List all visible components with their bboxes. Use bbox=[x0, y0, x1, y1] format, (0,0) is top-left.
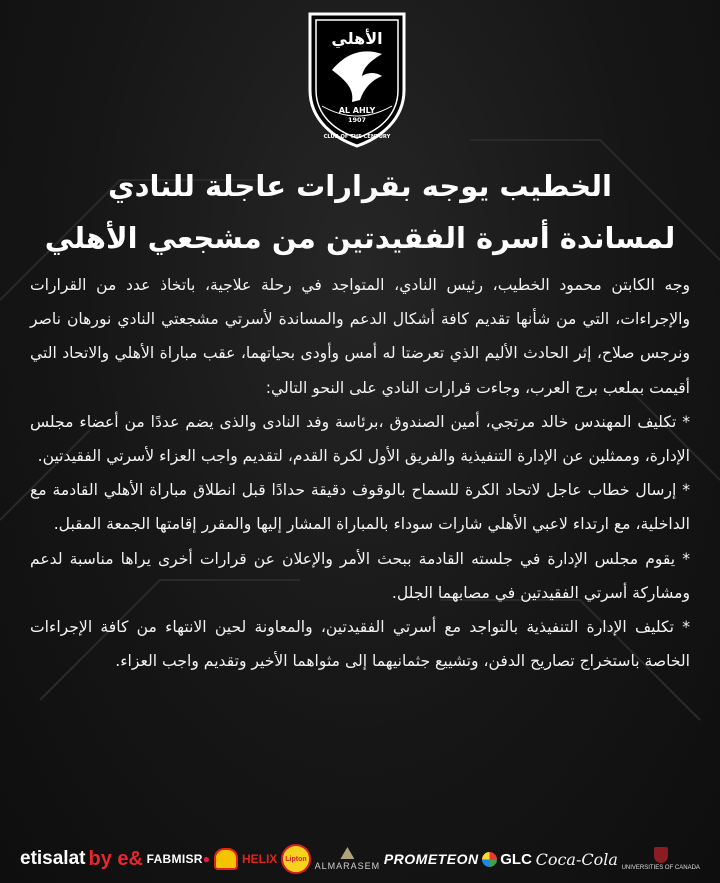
sponsor-bar bbox=[0, 835, 720, 883]
almarasem-wordmark: ALMARASEM bbox=[314, 861, 381, 871]
logo-year: 1907 bbox=[347, 116, 367, 124]
prometeon-wordmark: PROMETEON bbox=[383, 851, 479, 867]
sponsor-glc bbox=[482, 851, 532, 868]
sponsor-lipton bbox=[281, 844, 311, 874]
etisalat-e-mark: by e& bbox=[88, 847, 143, 870]
decision-item-1: * تكليف المهندس خالد مرتجي، أمين الصندوق ،برئاسة وفد النادى والذى يضم عددًا من أعضاء مجلس الإدارة، وممثلين عن الإدارة التنفيذية والفريق الأول لكرة القدم، لتقديم واجب العزاء لأسرتي الفقيدتين. bbox=[30, 412, 690, 466]
sponsor-coca-cola bbox=[536, 850, 618, 869]
crest-icon bbox=[654, 847, 668, 863]
sponsor-fabmisr bbox=[147, 852, 211, 866]
headline-line-2: لمساندة أسرة الفقيدتين من مشجعي الأهلي bbox=[44, 221, 676, 255]
decision-item-2: * إرسال خطاب عاجل لاتحاد الكرة للسماح بالوقوف دقيقة حدادًا قبل انطلاق مباراة الأهلي القادمة مع الداخلية، مع ارتداء لاعبي الأهلي شارات سوداء بالمباراة المشار إليها والمقرر إقامتها الجمعة المقبل. bbox=[30, 481, 690, 534]
lipton-badge: Lipton bbox=[281, 844, 311, 874]
logo-name: AL AHLY bbox=[338, 106, 376, 115]
decision-item-4: * تكليف الإدارة التنفيذية بالتواجد مع أسرتي الفقيدتين، والمعاونة لحين الانتهاء من كافة الإجراءات الخاصة باستخراج تصاريح الدفن، وتشييع جثمانيهما إلى مثواهما الأخير وتقديم واجب العزاء. bbox=[30, 618, 690, 671]
article-intro: وجه الكابتن محمود الخطيب، رئيس النادي، المتواجد في رحلة علاجية، باتخاذ عدد من القرارات والإجراءات، التي من شأنها تقديم كافة أشكال الدعم والمساندة لأسرتي مشجعتي النادي نورهان ناصر ونرجس صلاح، إثر الحادث الأليم الذي تعرضتا له أمس وأودى بحياتهما، عقب مباراة الأهلي والاتحاد التي أقيمت بملعب برج العرب، وجاءت قرارات النادي على النحو التالي: bbox=[30, 276, 690, 397]
fabmisr-wordmark: FABMISR bbox=[146, 852, 203, 866]
sponsor-prometeon bbox=[384, 851, 479, 867]
logo-arabic: الأهلي bbox=[331, 29, 383, 48]
shell-icon bbox=[214, 848, 238, 870]
helix-wordmark: HELIX bbox=[241, 852, 278, 866]
canada-wordmark: UNIVERSITIES OF CANADA bbox=[621, 864, 700, 871]
decision-item-3: * يقوم مجلس الإدارة في جلسته القادمة ببحث الأمر والإعلان عن قرارات أخرى يراها مناسبة لدعم ومشاركة أسرتي الفقيدتين في مصابهما الجلل. bbox=[30, 549, 690, 602]
fabmisr-dot-icon: ● bbox=[202, 852, 211, 866]
coca-cola-wordmark: Coca-Cola bbox=[535, 849, 618, 869]
sponsor-universities-canada bbox=[622, 847, 700, 872]
headline-line-1: الخطيب يوجه بقرارات عاجلة للنادي bbox=[108, 169, 612, 203]
logo-motto: CLUB OF THE CENTURY bbox=[323, 134, 391, 140]
sponsor-etisalat bbox=[20, 848, 143, 871]
etisalat-wordmark: etisalat bbox=[20, 848, 86, 869]
glc-wordmark: GLC bbox=[500, 850, 532, 868]
almarasem-icon bbox=[340, 847, 354, 859]
al-ahly-logo bbox=[302, 10, 412, 150]
sponsor-shell-helix bbox=[214, 848, 277, 870]
headline bbox=[20, 160, 700, 264]
glc-ball-icon bbox=[482, 852, 497, 867]
sponsor-almarasem bbox=[315, 847, 381, 871]
article-body bbox=[30, 268, 690, 678]
